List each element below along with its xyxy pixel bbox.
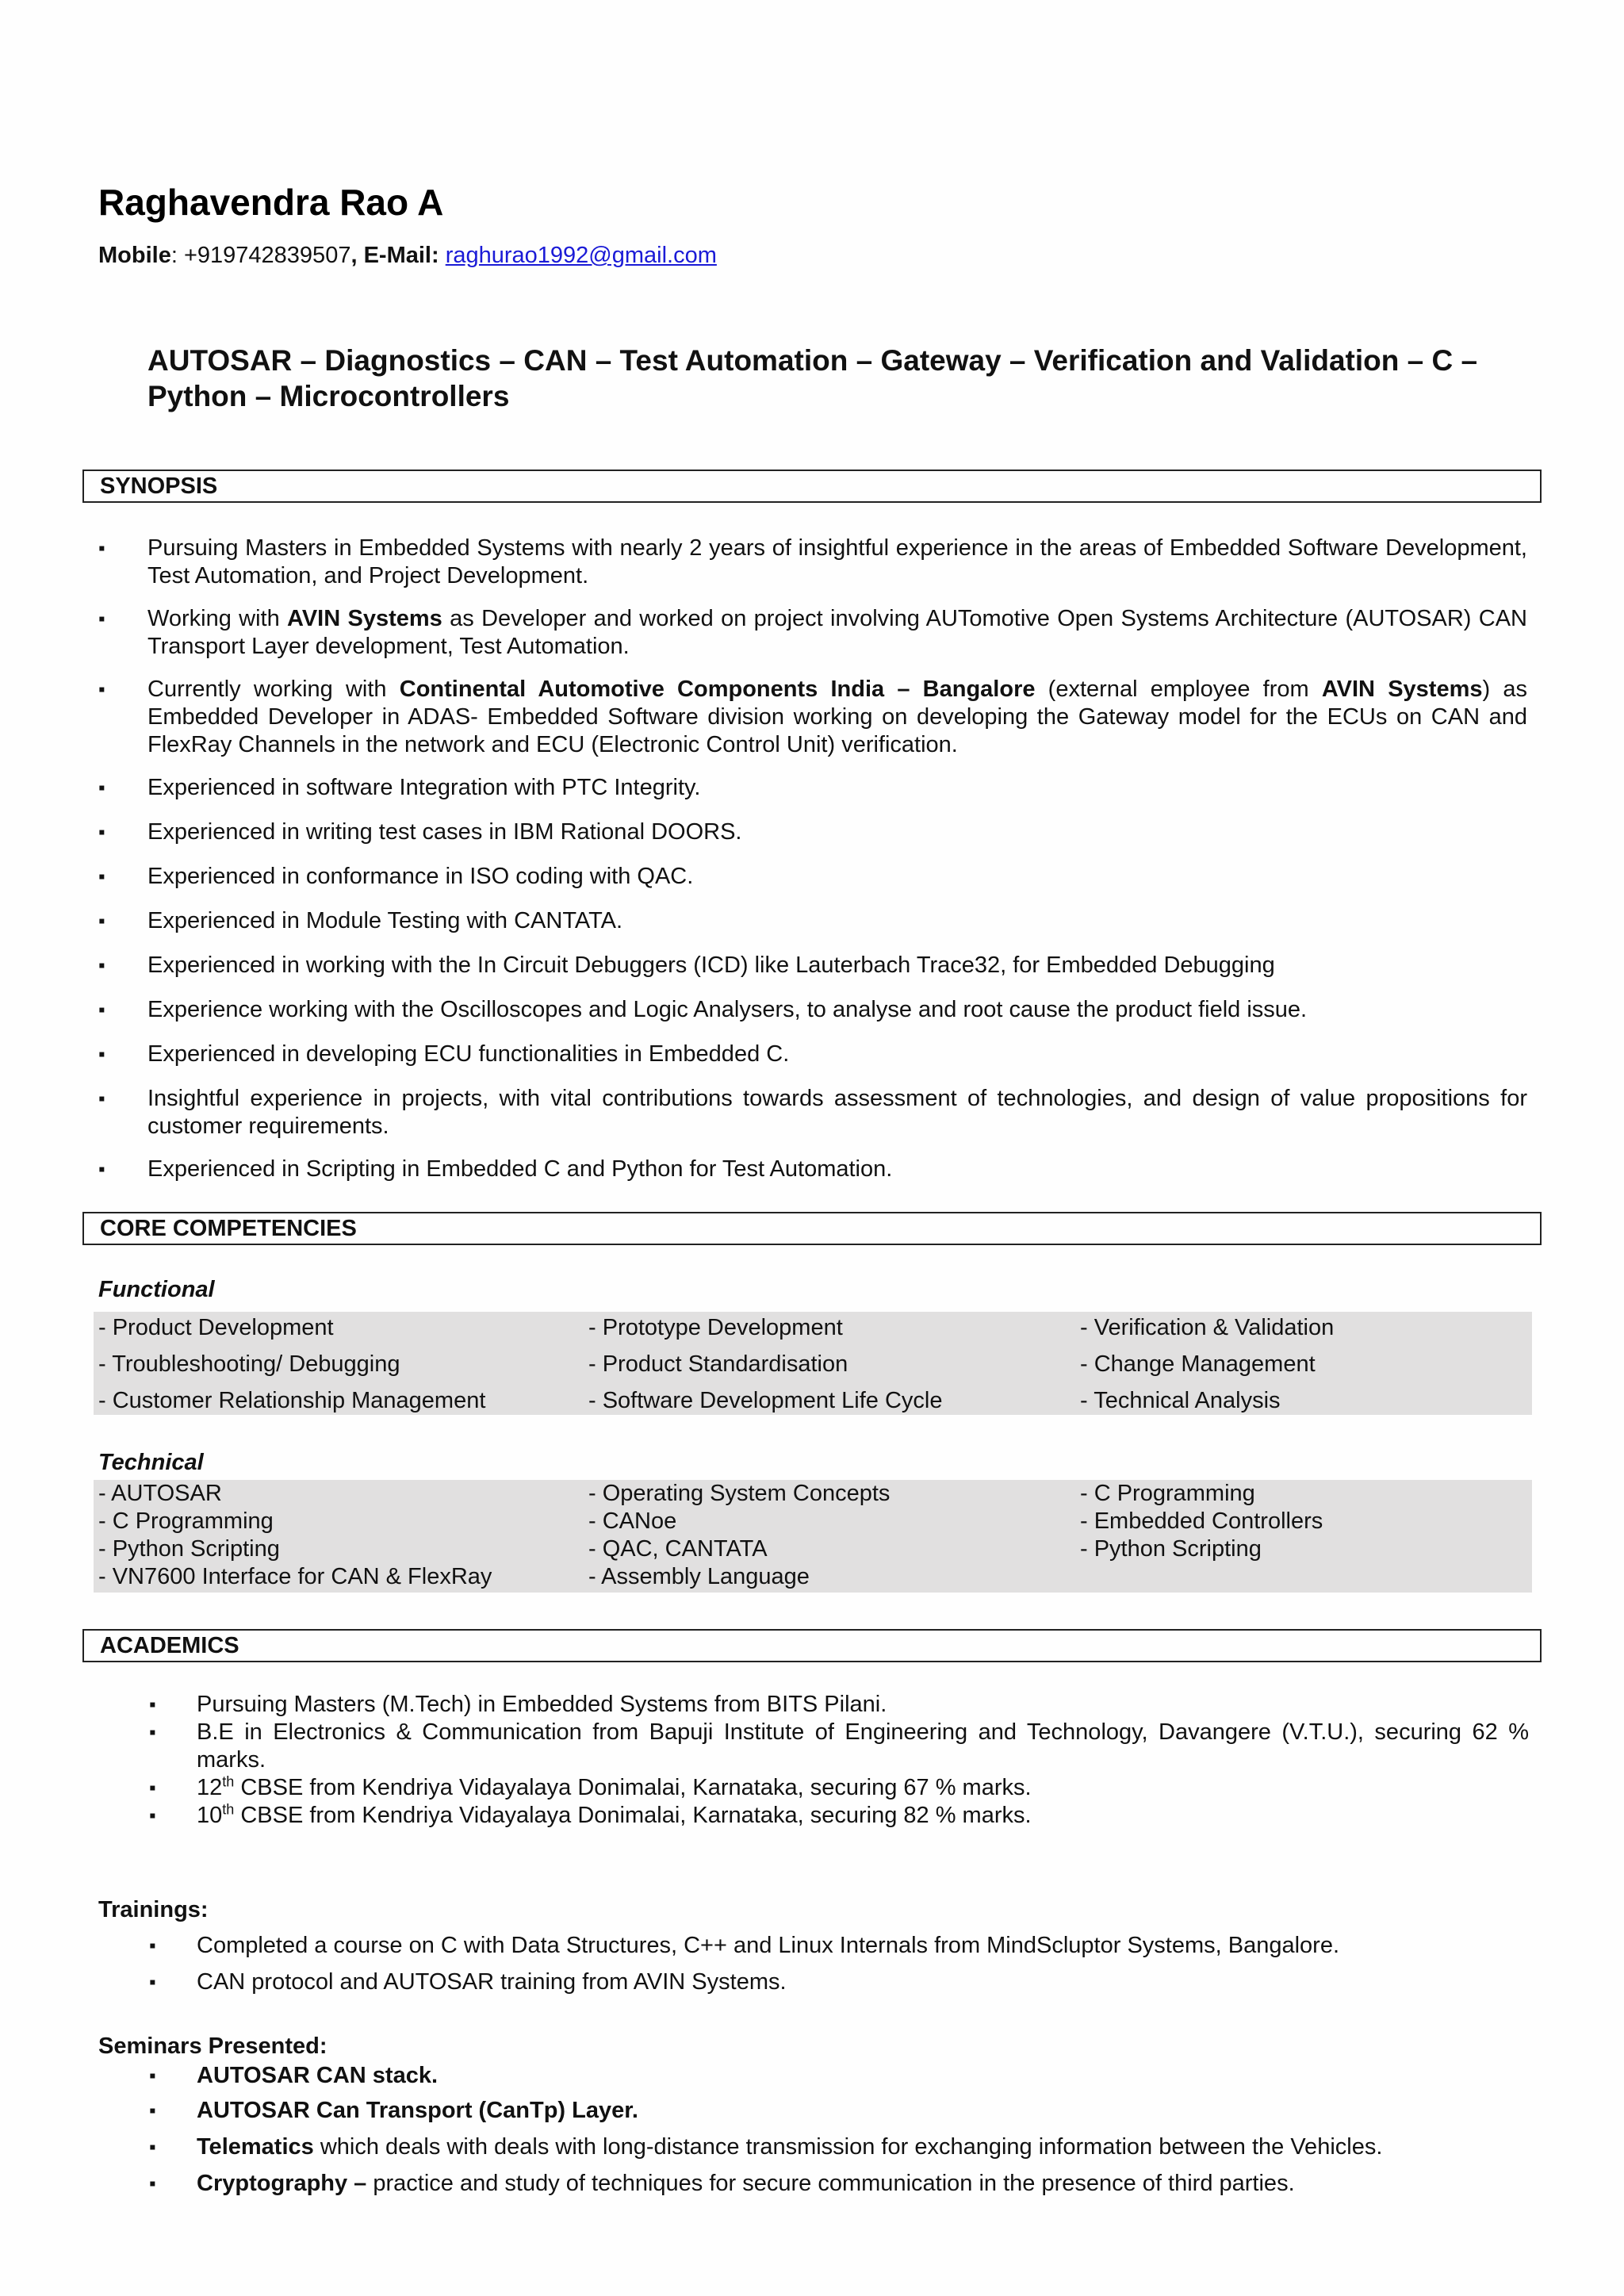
bullet-icon: ▪: [149, 2173, 156, 2194]
seminar-item: [149, 2062, 1529, 2090]
synopsis-highlight: Continental Automotive Components India – Bangalore: [399, 677, 1036, 702]
bullet-icon: ▪: [98, 1044, 105, 1065]
synopsis-text: Experienced in software Integration with PTC Integrity.: [147, 775, 701, 800]
synopsis-text: Experienced in Module Testing with CANTATA.: [147, 908, 623, 933]
synopsis-item: [98, 535, 1527, 590]
synopsis-text: Experience working with the Oscilloscopes and Logic Analysers, to analyse and root cause the product field issue.: [147, 997, 1308, 1022]
academics-item: [149, 1801, 1529, 1830]
section-synopsis: SYNOPSIS: [82, 470, 1542, 503]
synopsis-item: [98, 774, 1527, 802]
competency-item: - VN7600 Interface for CAN & FlexRay: [98, 1564, 492, 1589]
synopsis-item: [98, 952, 1527, 979]
technical-row: [94, 1535, 1532, 1563]
competency-item: - Troubleshooting/ Debugging: [98, 1351, 400, 1377]
synopsis-text: Currently working with: [147, 677, 400, 702]
synopsis-item: [98, 605, 1527, 661]
technical-row: [94, 1563, 1532, 1591]
academics-text: B.E in Electronics & Communication from Bapuji Institute of Engineering and Technology, Davangere (V.T.U.), securing 62 % marks.: [197, 1719, 1529, 1773]
bullet-icon: ▪: [98, 1088, 105, 1110]
synopsis-item: [98, 676, 1527, 759]
academics-list: [149, 1691, 1529, 1830]
academics-text: CBSE from Kendriya Vidayalaya Donimalai, Karnataka, securing 82 % marks.: [234, 1803, 1032, 1828]
synopsis-text: Experienced in Scripting in Embedded C and Python for Test Automation.: [147, 1156, 893, 1182]
bullet-icon: ▪: [98, 955, 105, 976]
synopsis-text: Experienced in conformance in ISO coding with QAC.: [147, 864, 694, 889]
training-text: Completed a course on C with Data Structures, C++ and Linux Internals from MindScluptor Systems, Bangalore.: [197, 1933, 1340, 1958]
functional-grid: [94, 1312, 1532, 1415]
synopsis-text: Experienced in working with the In Circuit Debuggers (ICD) like Lauterbach Trace32, for Embedded Debugging: [147, 953, 1275, 978]
bullet-icon: ▪: [98, 910, 105, 932]
competency-item: - Change Management: [1080, 1351, 1316, 1377]
headline-keywords: AUTOSAR – Diagnostics – CAN – Test Automation – Gateway – Verification and Validation – C – Python – Microcontrollers: [147, 344, 1478, 412]
bullet-icon: ▪: [149, 2100, 156, 2122]
synopsis-item: [98, 907, 1527, 935]
seminar-title: Cryptography –: [197, 2171, 367, 2196]
bullet-icon: ▪: [149, 1972, 156, 1993]
competency-item: - Assembly Language: [588, 1564, 810, 1589]
synopsis-text: Experienced in writing test cases in IBM Rational DOORS.: [147, 819, 742, 845]
bullet-icon: ▪: [98, 777, 105, 799]
seminar-title: AUTOSAR Can Transport (CanTp) Layer.: [197, 2098, 638, 2123]
synopsis-item: [98, 863, 1527, 891]
email-link[interactable]: raghurao1992@gmail.com: [445, 243, 717, 268]
academics-ordinal: th: [222, 1773, 235, 1790]
competency-item: - Operating System Concepts: [588, 1481, 891, 1506]
competency-item: - Python Scripting: [1080, 1536, 1262, 1562]
bullet-icon: ▪: [98, 866, 105, 887]
technical-row: [94, 1508, 1532, 1535]
synopsis-text: Working with: [147, 606, 288, 631]
bullet-icon: ▪: [149, 1694, 156, 1715]
technical-grid: [94, 1480, 1532, 1593]
competency-item: - C Programming: [98, 1508, 274, 1534]
bullet-icon: ▪: [149, 2137, 156, 2158]
seminar-title: AUTOSAR CAN stack.: [197, 2063, 439, 2088]
competency-item: - QAC, CANTATA: [588, 1536, 768, 1562]
academics-ordinal: th: [222, 1801, 235, 1818]
competency-item: - Embedded Controllers: [1080, 1508, 1323, 1534]
candidate-name: Raghavendra Rao A: [98, 182, 444, 223]
bullet-icon: ▪: [98, 1159, 105, 1180]
bullet-icon: ▪: [149, 1722, 156, 1743]
bullet-icon: ▪: [98, 679, 105, 700]
competency-item: - Python Scripting: [98, 1536, 280, 1562]
seminar-item: [149, 2170, 1529, 2198]
seminar-text: which deals with deals with long-distance transmission for exchanging information between the Vehicles.: [313, 2134, 1383, 2160]
seminar-text: practice and study of techniques for secure communication in the presence of third parties.: [366, 2171, 1295, 2196]
bullet-icon: ▪: [149, 1805, 156, 1826]
synopsis-text: (external employee from: [1035, 677, 1322, 702]
email-label: E-Mail:: [363, 243, 439, 268]
seminar-title: Telematics: [197, 2134, 314, 2160]
section-academics: ACADEMICS: [82, 1629, 1542, 1662]
functional-label: Functional: [98, 1277, 215, 1302]
seminars-list: [149, 2062, 1529, 2206]
academics-item: [149, 1773, 1529, 1802]
competency-item: - Software Development Life Cycle: [588, 1388, 943, 1413]
competency-item: - Technical Analysis: [1080, 1388, 1281, 1413]
training-item: [149, 1932, 1529, 1960]
bullet-icon: ▪: [98, 538, 105, 559]
synopsis-item: [98, 1085, 1527, 1140]
synopsis-text: Insightful experience in projects, with vital contributions towards assessment of technologies, and design of value propositions for customer requirements.: [147, 1086, 1527, 1139]
synopsis-text: as Developer and worked on project involving AUTomotive Open Systems Architecture (AUTOSAR) CAN Transport Layer development, Test Automation.: [147, 606, 1527, 659]
training-text: CAN protocol and AUTOSAR training from AVIN Systems.: [197, 1969, 787, 1995]
mobile-label: Mobile: [98, 243, 171, 268]
synopsis-text: Pursuing Masters in Embedded Systems with nearly 2 years of insightful experience in the areas of Embedded Software Development, Test Automation, and Project Development.: [147, 535, 1527, 588]
trainings-list: [149, 1932, 1529, 2005]
seminars-heading: Seminars Presented:: [98, 2033, 327, 2059]
bullet-icon: ▪: [149, 2065, 156, 2087]
academics-item: [149, 1719, 1529, 1774]
bullet-icon: ▪: [98, 822, 105, 843]
academics-text: Pursuing Masters (M.Tech) in Embedded Systems from BITS Pilani.: [197, 1692, 887, 1717]
academics-grade: 12: [197, 1775, 223, 1800]
training-item: [149, 1968, 1529, 1996]
bullet-icon: ▪: [149, 1777, 156, 1799]
academics-item: [149, 1691, 1529, 1719]
synopsis-text: ) as Embedded Developer in ADAS- Embedded Software division working on developing the Gateway model for the ECUs on CAN and FlexRay Channels in the network and ECU (Electronic Control Unit) verification.: [147, 677, 1527, 757]
functional-row: [94, 1385, 1532, 1421]
competency-item: - Product Standardisation: [588, 1351, 848, 1377]
competency-item: - CANoe: [588, 1508, 677, 1534]
synopsis-highlight: AVIN Systems: [287, 606, 442, 631]
bullet-icon: ▪: [98, 608, 105, 630]
technical-row: [94, 1480, 1532, 1508]
synopsis-highlight: AVIN Systems: [1321, 677, 1483, 702]
synopsis-text: Experienced in developing ECU functionalities in Embedded C.: [147, 1041, 790, 1067]
competency-item: - C Programming: [1080, 1481, 1255, 1506]
academics-grade: 10: [197, 1803, 223, 1828]
section-core-competencies: CORE COMPETENCIES: [82, 1212, 1542, 1245]
bullet-icon: ▪: [149, 1935, 156, 1957]
contact-line: Mobile: +919742839507, E-Mail: raghurao1992@gmail.com: [98, 243, 717, 268]
competency-item: - AUTOSAR: [98, 1481, 222, 1506]
synopsis-item: [98, 1041, 1527, 1068]
competency-item: - Prototype Development: [588, 1315, 843, 1340]
trainings-heading: Trainings:: [98, 1897, 209, 1922]
synopsis-item: [98, 1156, 1527, 1183]
competency-item: - Customer Relationship Management: [98, 1388, 486, 1413]
competency-item: - Product Development: [98, 1315, 334, 1340]
functional-row: [94, 1348, 1532, 1385]
academics-text: CBSE from Kendriya Vidayalaya Donimalai, Karnataka, securing 67 % marks.: [234, 1775, 1032, 1800]
seminar-item: [149, 2133, 1529, 2161]
seminar-item: [149, 2097, 1529, 2125]
synopsis-item: [98, 996, 1527, 1024]
synopsis-item: [98, 818, 1527, 846]
mobile-number: +919742839507: [183, 243, 351, 268]
technical-label: Technical: [98, 1450, 204, 1475]
bullet-icon: ▪: [98, 999, 105, 1021]
functional-row: [94, 1312, 1532, 1348]
competency-item: - Verification & Validation: [1080, 1315, 1335, 1340]
synopsis-list: [98, 535, 1527, 1183]
